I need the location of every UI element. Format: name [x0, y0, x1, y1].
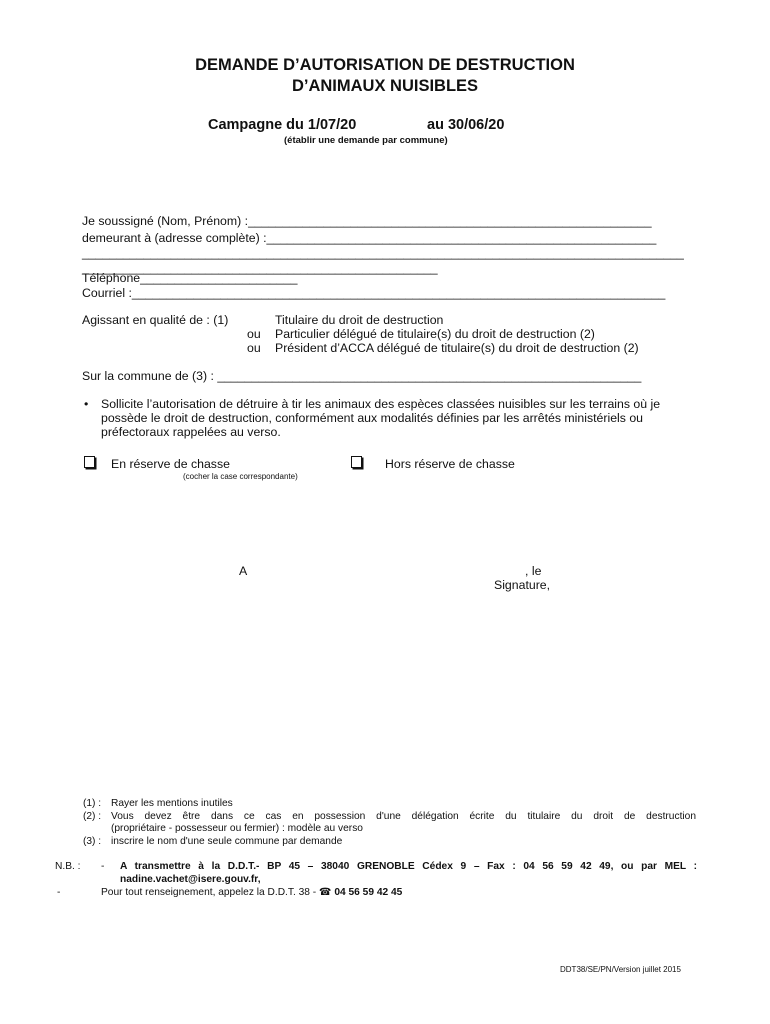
footnote-num: (2) : — [83, 811, 102, 822]
capacity-option-acca[interactable]: Président d’ACCA délégué de titulaire(s) du droit de destruction (2) — [275, 341, 639, 355]
phone-field[interactable]: Téléphone_______________________ — [82, 271, 298, 285]
version-footer: DDT38/SE/PN/Version juillet 2015 — [560, 965, 681, 974]
request-line2: possède le droit de destruction, conformément aux modalités définies par les arrêtés ministériels ou — [101, 411, 644, 425]
nb-phone-number: 04 56 59 42 45 — [334, 887, 403, 898]
footnote-num: (3) : — [83, 836, 102, 847]
capacity-option-delegate[interactable]: Particulier délégué de titulaire(s) du droit de destruction (2) — [275, 327, 595, 341]
signature-label: Signature, — [494, 578, 551, 592]
request-line3: préfectoraux rappelées au verso. — [101, 425, 281, 439]
capacity-option-prefix: ou — [247, 327, 261, 341]
footnote-text: (propriétaire - possesseur ou fermier) : modèle au verso — [111, 823, 363, 834]
nb-label: N.B. : — [55, 861, 81, 872]
capacity-option-holder[interactable]: Titulaire du droit de destruction — [275, 313, 444, 327]
phone-icon: ☎ — [319, 887, 332, 898]
date-label[interactable]: , le — [525, 564, 542, 578]
email-field[interactable]: Courriel :______________________________________________________________________________ — [82, 286, 666, 300]
nb-dash: - — [57, 887, 61, 898]
footnote-num: (1) : — [83, 798, 102, 809]
nb-transmit-line: A transmettre à la D.D.T.- BP 45 – 38040 GRENOBLE Cédex 9 – Fax : 04 56 59 42 49, ou par MEL : — [120, 861, 697, 872]
bullet: • — [84, 397, 89, 411]
campaign-note: (établir une demande par commune) — [284, 135, 448, 146]
checkbox-in-reserve[interactable] — [84, 456, 95, 468]
request-line1: Sollicite l’autorisation de détruire à tir les animaux des espèces classées nuisibles sur les terrains où je — [101, 397, 661, 411]
checkbox-out-reserve[interactable] — [351, 456, 362, 468]
document-title-line1: DEMANDE D’AUTORISATION DE DESTRUCTION — [195, 56, 575, 74]
in-reserve-label: En réserve de chasse — [111, 457, 230, 471]
name-field[interactable]: Je soussigné (Nom, Prénom) :___________________________________________________________ — [82, 214, 652, 228]
nb-email-link[interactable]: nadine.vachet@isere.gouv.fr, — [120, 874, 261, 885]
nb-info-line — [101, 887, 402, 898]
out-reserve-label: Hors réserve de chasse — [385, 457, 515, 471]
address-line3-field[interactable]: ____________________________________________________ — [82, 261, 438, 275]
reserve-note: (cocher la case correspondante) — [183, 472, 298, 481]
nb-info-text: Pour tout renseignement, appelez la D.D.T. 38 - — [101, 887, 317, 898]
place-label[interactable]: A — [239, 564, 248, 578]
nb-dash: - — [101, 861, 105, 872]
capacity-label: Agissant en qualité de : (1) — [82, 313, 229, 327]
capacity-option-prefix: ou — [247, 341, 261, 355]
commune-field[interactable]: Sur la commune de (3) : ______________________________________________________________ — [82, 369, 642, 383]
campaign-from: Campagne du 1/07/20 — [208, 117, 357, 133]
footnote-text: inscrire le nom d'une seule commune par demande — [111, 836, 343, 847]
footnote-text: Rayer les mentions inutiles — [111, 798, 233, 809]
campaign-to: au 30/06/20 — [427, 117, 505, 133]
footnote-text: Vous devez être dans ce cas en possession d'une délégation écrite du titulaire du droit de destruction — [111, 811, 696, 822]
address-field[interactable]: demeurant à (adresse complète) :_________________________________________________________ — [82, 231, 657, 245]
document-title-line2: D’ANIMAUX NUISIBLES — [291, 77, 479, 95]
address-line2-field[interactable]: ________________________________________________________________________________________ — [82, 246, 684, 260]
